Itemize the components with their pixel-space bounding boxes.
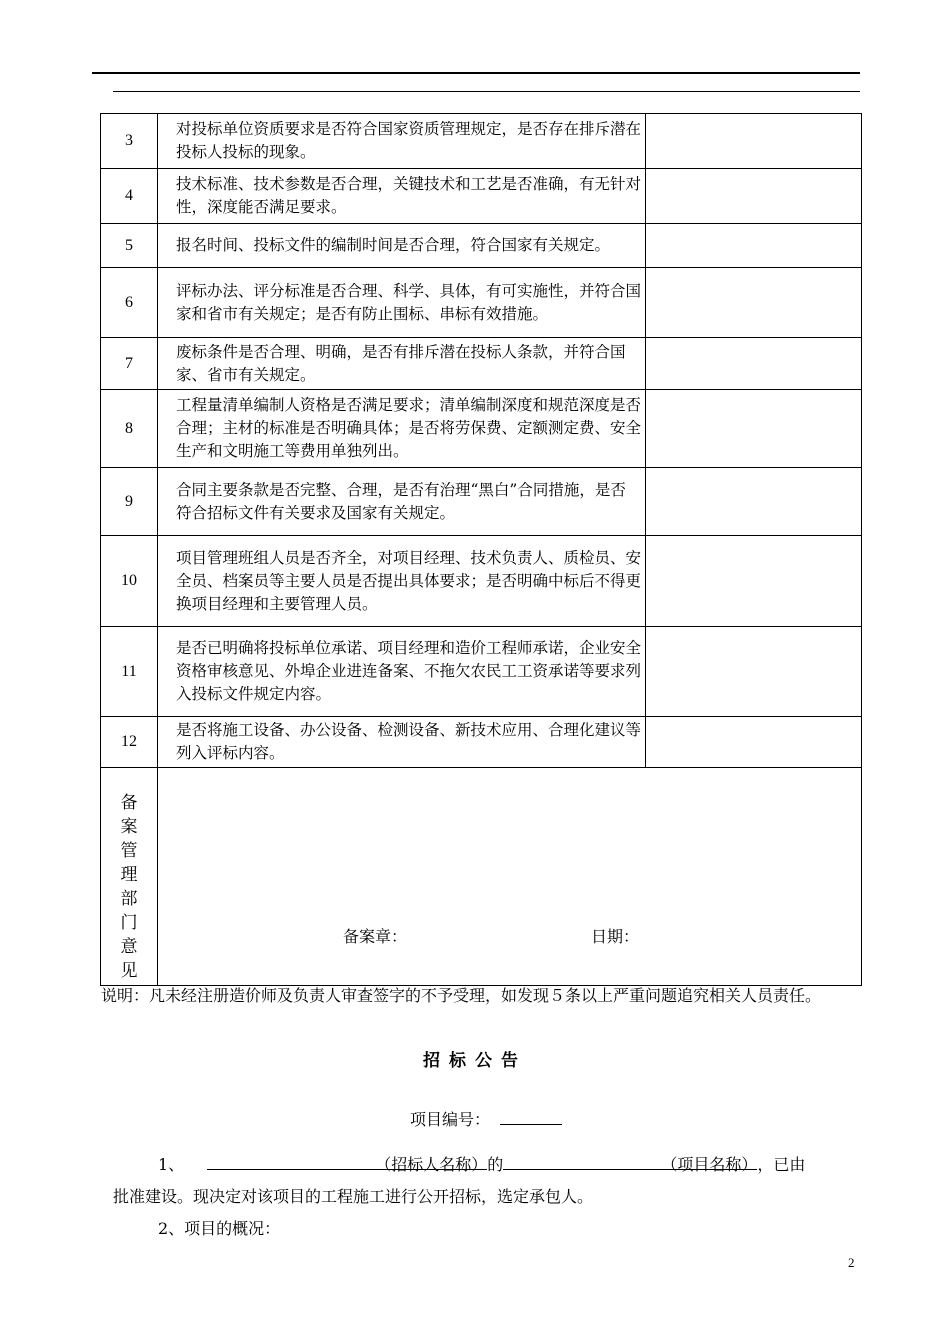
row-opinion-cell (646, 114, 862, 169)
project-name-hint: （项目名称） (661, 1152, 757, 1170)
row-text: 技术标准、技术参数是否合理，关键技术和工艺是否准确，有无针对性，深度能否满足要求。 (158, 169, 646, 224)
row-text: 项目管理班组人员是否齐全，对项目经理、技术负责人、质检员、安全员、档案员等主要人员是否提出具体要求；是否明确中标后不得更换项目经理和主要管理人员。 (158, 536, 646, 627)
row-number: 10 (101, 536, 158, 627)
project-name-blank (503, 1152, 661, 1170)
of-text: 的 (487, 1155, 504, 1174)
notice-paragraph-2: 2、项目的概况： (158, 1219, 281, 1238)
header-rule-top (92, 72, 860, 74)
row-text: 是否已明确将投标单位承诺、项目经理和造价工程师承诺，企业安全资格审核意见、外埠企业进连备案、不拖欠农民工工资承诺等要求列入投标文件规定内容。 (158, 627, 646, 717)
tenderer-name-hint: （招标人名称） (375, 1152, 487, 1170)
table-row (101, 390, 862, 468)
row-number: 7 (101, 338, 158, 390)
row-opinion-cell (646, 468, 862, 536)
row-number: 6 (101, 268, 158, 338)
row-number: 5 (101, 224, 158, 268)
notice-paragraph-1 (158, 1152, 805, 1175)
filing-opinion-row (101, 768, 862, 986)
paragraph-1-number: 1、 (158, 1155, 185, 1174)
review-table (100, 113, 862, 986)
notice-paragraph-1-cont: 批准建设。现决定对该项目的工程施工进行公开招标，选定承包人。 (113, 1187, 594, 1206)
project-number-blank (500, 1110, 562, 1125)
table-row (101, 536, 862, 627)
row-opinion-cell (646, 627, 862, 717)
filing-opinion-cell (158, 768, 862, 986)
row-text: 合同主要条款是否完整、合理，是否有治理“黑白”合同措施，是否符合招标文件有关要求及国家有关规定。 (158, 468, 646, 536)
row-text: 对投标单位资质要求是否符合国家资质管理规定，是否存在排斥潜在投标人投标的现象。 (158, 114, 646, 169)
row-number: 12 (101, 717, 158, 768)
row-text: 是否将施工设备、办公设备、检测设备、新技术应用、合理化建议等列入评标内容。 (158, 717, 646, 768)
row-opinion-cell (646, 268, 862, 338)
table-row (101, 114, 862, 169)
row-number: 4 (101, 169, 158, 224)
header-rule-bottom (113, 91, 860, 92)
table-row (101, 717, 862, 768)
page-number: 2 (848, 1255, 855, 1270)
filing-date-label: 日期： (591, 927, 640, 946)
row-opinion-cell (646, 390, 862, 468)
row-number: 9 (101, 468, 158, 536)
table-row (101, 224, 862, 268)
row-number: 8 (101, 390, 158, 468)
row-opinion-cell (646, 169, 862, 224)
row-number: 11 (101, 627, 158, 717)
row-text: 报名时间、投标文件的编制时间是否合理，符合国家有关规定。 (158, 224, 646, 268)
row-text: 废标条件是否合理、明确，是否有排斥潜在投标人条款，并符合国家、省市有关规定。 (158, 338, 646, 390)
row-opinion-cell (646, 224, 862, 268)
filing-seal-label: 备案章： (343, 927, 408, 946)
row-number: 3 (101, 114, 158, 169)
notice-title: 招标公告 (423, 1051, 527, 1071)
table-row (101, 169, 862, 224)
paragraph-1-suffix: ，已由 (757, 1155, 806, 1174)
row-text: 评标办法、评分标准是否合理、科学、具体，有可实施性，并符合国家和省市有关规定；是否有防止围标、串标有效措施。 (158, 268, 646, 338)
table-row (101, 268, 862, 338)
filing-dept-label-cell (101, 768, 158, 986)
project-number-label: 项目编号： (410, 1110, 491, 1129)
filing-dept-label: 备案管理部门意见 (120, 792, 138, 981)
table-row (101, 468, 862, 536)
project-number-line (410, 1107, 562, 1130)
row-opinion-cell (646, 536, 862, 627)
table-note: 说明：凡未经注册造价师及负责人审查签字的不予受理，如发现５条以上严重问题追究相关人员责任。 (101, 986, 822, 1005)
row-text: 工程量清单编制人资格是否满足要求；清单编制深度和规范深度是否合理；主材的标准是否明确具体；是否将劳保费、定额测定费、安全生产和文明施工等费用单独列出。 (158, 390, 646, 468)
table-row (101, 627, 862, 717)
row-opinion-cell (646, 338, 862, 390)
row-opinion-cell (646, 717, 862, 768)
tenderer-name-blank (207, 1152, 375, 1170)
table-row (101, 338, 862, 390)
